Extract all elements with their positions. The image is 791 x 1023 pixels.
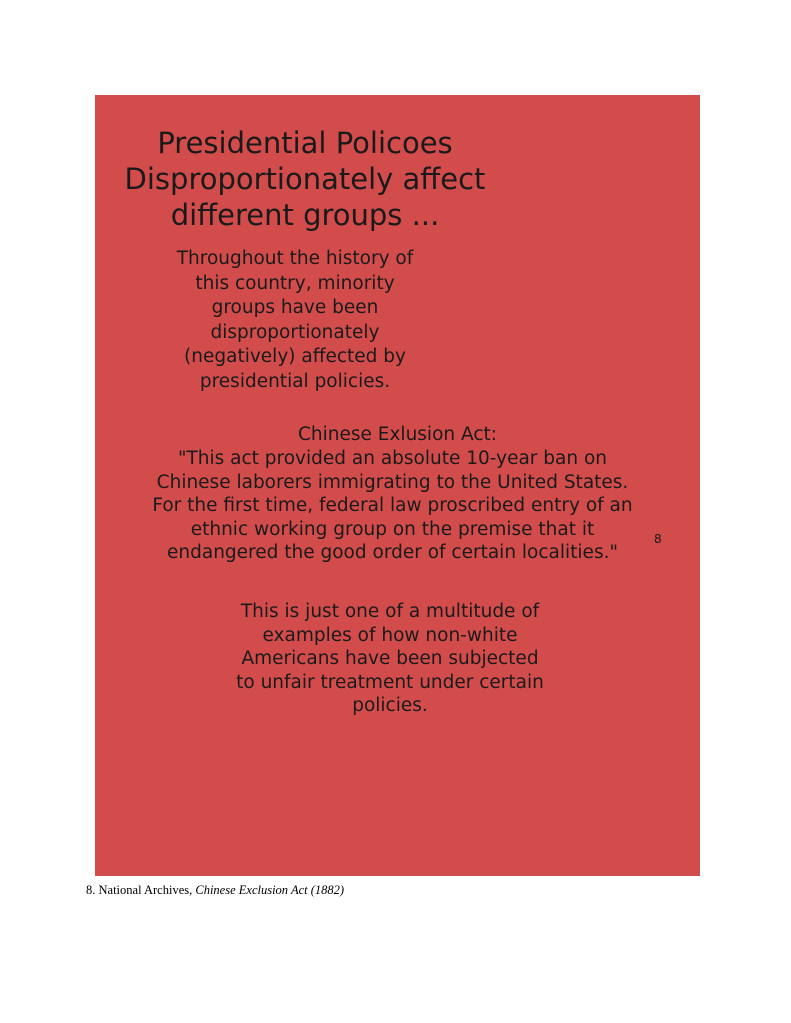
intro-line: disproportionately (210, 321, 380, 343)
quote-line: endangered the good order of certain localities." (167, 542, 618, 563)
quote-line: ethnic working group on the premise that it (190, 518, 595, 540)
closing-paragraph (185, 600, 595, 718)
intro-line: groups have been (211, 297, 379, 318)
footnote-source: 8. National Archives, (86, 883, 193, 897)
quote-line: "This act provided an absolute 10-year ban on (177, 448, 608, 469)
intro-paragraph (135, 247, 455, 394)
title-line: Presidential Policoes (157, 126, 453, 160)
closing-line: Americans have been subjected (241, 648, 539, 669)
footnote-title: Chinese Exclusion Act (1882) (195, 883, 345, 897)
act-heading: Chinese Exlusion Act: (298, 424, 497, 445)
quote-line: Chinese laborers immigrating to the United States. (156, 471, 629, 493)
red-panel (95, 95, 700, 876)
footnote-reference: 8 (654, 532, 662, 546)
title-line: Disproportionately affect (124, 162, 486, 196)
closing-line: policies. (352, 695, 428, 716)
intro-line: presidential policies. (199, 370, 391, 392)
title-line: different groups ... (170, 198, 440, 232)
quote-line: For the first time, federal law proscribed entry of an (152, 495, 633, 516)
intro-line: this country, minority (195, 272, 395, 294)
closing-line: examples of how non-white (262, 624, 518, 646)
panel-title (95, 125, 515, 233)
intro-line: Throughout the history of (176, 248, 414, 269)
closing-line: to unfair treatment under certain (236, 671, 544, 693)
footnote (86, 883, 344, 898)
intro-line: (negatively) affected by (184, 346, 406, 367)
closing-line: This is just one of a multitude of (240, 601, 540, 622)
act-quote (95, 447, 690, 565)
